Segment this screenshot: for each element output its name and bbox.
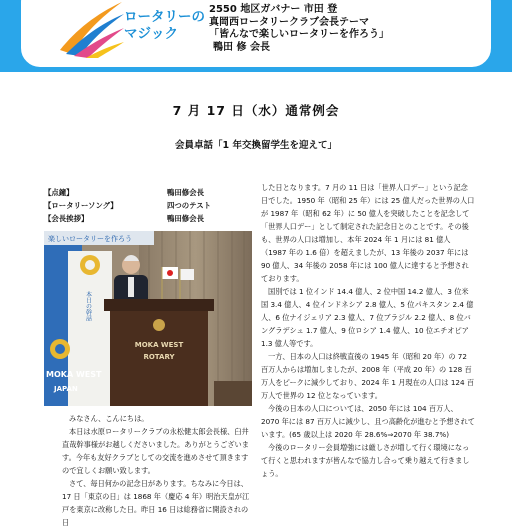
talk-title: 会員卓話「1 年交換留学生を迎えて」 xyxy=(175,140,337,151)
side-text-2: JAPAN xyxy=(54,385,78,393)
logo-text-line2: マジック xyxy=(124,26,178,42)
lectern-text-1: MOKA WEST xyxy=(134,341,184,349)
program-value: 四つのテスト xyxy=(167,201,212,210)
header-text xyxy=(209,4,389,54)
poster-text: 本日の幹話 xyxy=(84,291,92,321)
lectern-text-2: ROTARY xyxy=(143,353,175,361)
program-list xyxy=(44,186,244,225)
meeting-photo xyxy=(44,231,252,406)
theme-label: 真岡西ロータリークラブ会長テーマ xyxy=(209,16,369,28)
theme-text: 「皆んなで楽しいロータリーを作ろう」 xyxy=(209,29,389,40)
paragraph: 今後のロータリー会員増強には厳しさが増して行く環境になって行くと思われますが皆んなで協力し合って乗り越えて行きましょう。 xyxy=(261,443,470,478)
paragraph: 今後の日本の人口については、2050 年には 104 百万人、2070 年には 87 百万人に減少し、且つ高齢化が進むと予想されています。(65 歳以上は 2020 年 28.6%⇒2070 年 38.7%) xyxy=(261,404,475,439)
paragraph: 本日は水原ロータリークラブの永松健太郎会長様、臼井直哉幹事様がお越しくださいました。ありがとうございます。今年も友好クラブとしての交流を進めさせて頂きますので宜しくお願い致します。 xyxy=(62,427,249,475)
right-column-text xyxy=(261,181,475,480)
program-row xyxy=(44,186,244,199)
paragraph: みなさん、こんにちは。 xyxy=(69,414,149,423)
speaker-photo-illustration xyxy=(44,231,252,406)
program-label: 【ロータリーソング】 xyxy=(44,201,118,210)
side-text-1: MOKA WEST xyxy=(46,370,102,379)
left-column-text xyxy=(62,412,252,529)
program-value: 鴨田修会長 xyxy=(167,214,204,223)
program-row xyxy=(44,212,244,225)
program-label: 【会長挨拶】 xyxy=(44,214,89,223)
governor-line: 2550 地区ガバナー 市田 登 xyxy=(209,4,338,15)
program-row xyxy=(44,199,244,212)
paragraph: 国別では 1 位インド 14.4 億人、2 位中国 14.2 億人、3 位米国 3.4 億人、4 位インドネシア 2.8 億人、5 位パキスタン 2.4 億人、6 位ナイジェリア 2.3 億人、7 位ブラジル 2.2 億人、8 位バングラデシュ 1.7 億人、9 位ロシア 1.4 億人、10 位エチオピア 1.3 億人等です。 xyxy=(261,287,474,348)
rotary-magic-logo xyxy=(56,0,206,58)
president-line: 鴨田 修 会長 xyxy=(213,41,270,53)
meeting-title: 7 月 17 日（水）通常例会 xyxy=(172,103,340,118)
swoosh-logo-icon xyxy=(56,0,126,58)
logo-text-line1: ロータリーの xyxy=(124,9,205,25)
paragraph: した日となります。7 月の 11 日は「世界人口デー」という記念日でした。1950 年（昭和 25 年）には 25 億人だった世界の人口が 1987 年（昭和 62 年）に 50 億人を突破したことを記念して「世界人口デー」として制定された記念日とのことです。その後も、世界の人口は増加し、本年 2024 年 1 月には 81 億人（1987 年の 1.6 倍）を超えましたが、13 年後の 2037 年には 90 億人、34 年後の 2058 年には 100 億人に達すると予想されております。 xyxy=(261,183,475,283)
program-value: 鴨田修会長 xyxy=(167,188,204,197)
paragraph: 一方、日本の人口は終戦直後の 1945 年（昭和 20 年）の 72 百万人からは増加しましたが、2008 年（平成 20 年）の 128 百万人をピークに減少しており、2024 年 1 月現在の人口は 124 百万人で世界の 12 位となっています。 xyxy=(261,352,475,400)
paragraph: さて、毎日何かの記念日があります。ちなみに今日は、17 日「東京の日」は 1868 年（慶応 4 年）明治天皇が江戸を東京に改称した日。昨日 16 日は総務省に開設されの日 xyxy=(62,479,250,527)
program-label: 【点鐘】 xyxy=(44,188,74,197)
banner-text: 楽しいロータリーを作ろう xyxy=(48,235,132,243)
